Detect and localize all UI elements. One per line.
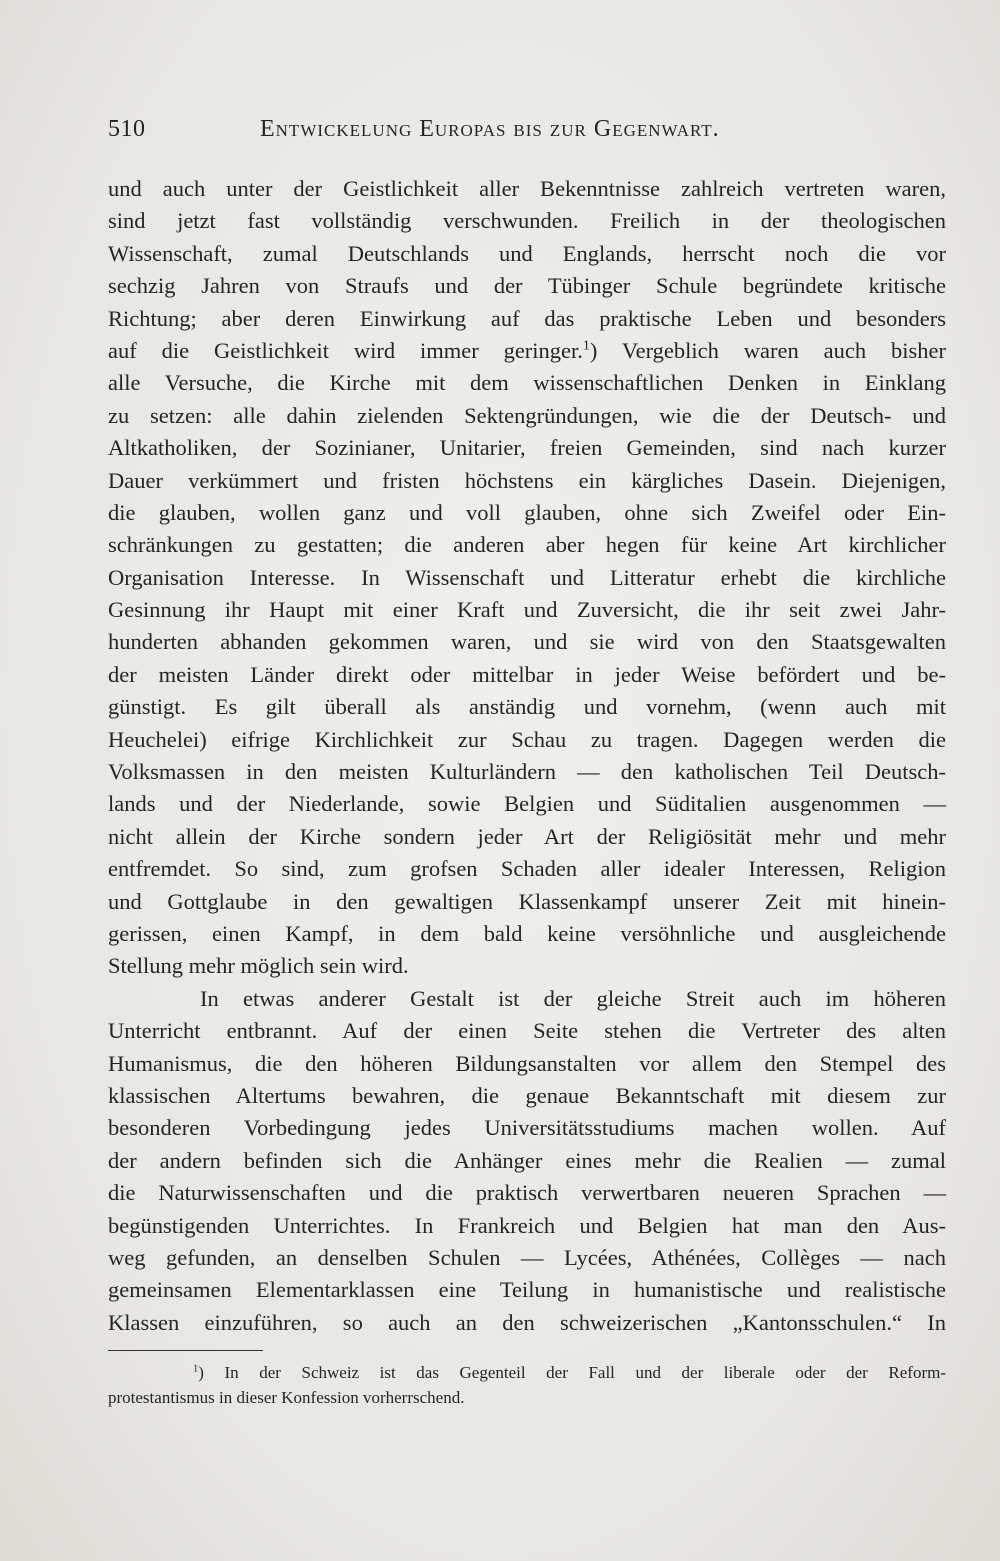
body-text — [108, 173, 946, 1339]
text-line: entfremdet. So sind, zum grofsen Schaden aller idealer Interessen, Religion — [108, 856, 946, 882]
footnote-line: protestantismus in dieser Konfession vorherrschend. — [108, 1388, 465, 1407]
text-line: klassischen Altertums bewahren, die genaue Bekanntschaft mit diesem zur — [108, 1082, 946, 1108]
text-line: die glauben, wollen ganz und voll glauben, ohne sich Zweifel oder Ein- — [108, 499, 946, 525]
text-line: Altkatholiken, der Sozinianer, Unitarier, freien Gemeinden, sind nach kurzer — [108, 435, 946, 461]
text-line: In etwas anderer Gestalt ist der gleiche Streit auch im höheren — [200, 985, 946, 1011]
text-line: Dauer verkümmert und fristen höchstens ein kärgliches Dasein. Diejenigen, — [108, 467, 946, 493]
text-line: und auch unter der Geistlichkeit aller Bekenntnisse zahlreich vertreten waren, — [108, 176, 946, 201]
text-line: nicht allein der Kirche sondern jeder Art der Religiösität mehr und mehr — [108, 823, 946, 849]
text-line: begünstigenden Unterrichtes. In Frankreich und Belgien hat man den Aus- — [108, 1212, 946, 1238]
text-line: der meisten Länder direkt oder mittelbar in jeder Weise befördert und be- — [108, 661, 946, 687]
text-line: hunderten abhanden gekommen waren, und sie wird von den Staatsgewalten — [108, 629, 946, 655]
text-line: gemeinsamen Elementarklassen eine Teilung in humanistische und realistische — [108, 1277, 946, 1303]
text-line: Heuchelei) eifrige Kirchlichkeit zur Schau zu tragen. Dagegen werden die — [108, 726, 946, 752]
text-line: sind jetzt fast vollständig verschwunden. Freilich in der theologischen — [108, 208, 946, 234]
text-line: Richtung; aber deren Einwirkung auf das praktische Leben und besonders — [108, 305, 946, 331]
text-line: alle Versuche, die Kirche mit dem wissenschaftlichen Denken in Einklang — [108, 370, 946, 396]
text-line: gerissen, einen Kampf, in dem bald keine versöhnliche und ausgleichende — [108, 920, 946, 946]
footnote-line: $^1$) In der Schweiz ist das Gegenteil der Fall und der liberale oder der Reform- — [193, 1363, 946, 1382]
text-line: sechzig Jahren von Straufs und der Tübinger Schule begründete kritische — [108, 273, 946, 299]
running-title: Entwickelung Europas bis zur Gegenwart. — [260, 116, 720, 142]
text-line: Organisation Interesse. In Wissenschaft und Litteratur erhebt die kirchliche — [108, 564, 946, 590]
text-line: Wissenschaft, zumal Deutschlands und Englands, herrscht noch die vor — [108, 240, 946, 266]
text-line: schränkungen zu gestatten; die anderen aber hegen für keine Art kirchlicher — [108, 532, 946, 558]
text-line: Volksmassen in den meisten Kulturländern — den katholischen Teil Deutsch- — [108, 759, 946, 785]
text-line: auf die Geistlichkeit wird immer geringer.$^1$) Vergeblich waren auch bisher — [108, 337, 946, 363]
text-line: und Gottglaube in den gewaltigen Klassenkampf unserer Zeit mit hinein- — [108, 888, 946, 914]
footnote-rule — [108, 1350, 263, 1351]
footnote — [108, 1360, 946, 1410]
text-line: Klassen einzuführen, so auch an den schweizerischen „Kantonsschulen.“ In — [108, 1309, 946, 1335]
text-line: Humanismus, die den höheren Bildungsanstalten vor allem den Stempel des — [108, 1050, 946, 1076]
text-line: günstigt. Es gilt überall als anständig und vornehm, (wenn auch mit — [108, 694, 946, 720]
text-line: Stellung mehr möglich sein wird. — [108, 953, 409, 979]
page-number: 510 — [108, 116, 146, 142]
text-line: zu setzen: alle dahin zielenden Sektengründungen, wie die der Deutsch- und — [108, 402, 946, 428]
text-line: der andern befinden sich die Anhänger eines mehr die Realien — zumal — [108, 1147, 946, 1173]
text-line: die Naturwissenschaften und die praktisch verwertbaren neueren Sprachen — — [108, 1180, 946, 1206]
text-line: lands und der Niederlande, sowie Belgien und Süditalien ausgenommen — — [108, 791, 946, 817]
text-line: Gesinnung ihr Haupt mit einer Kraft und Zuversicht, die ihr seit zwei Jahr- — [108, 597, 946, 623]
text-line: Unterricht entbrannt. Auf der einen Seite stehen die Vertreter des alten — [108, 1018, 946, 1044]
text-line: weg gefunden, an denselben Schulen — Lycées, Athénées, Collèges — nach — [108, 1244, 946, 1270]
text-line: besonderen Vorbedingung jedes Universitätsstudiums machen wollen. Auf — [108, 1115, 946, 1141]
